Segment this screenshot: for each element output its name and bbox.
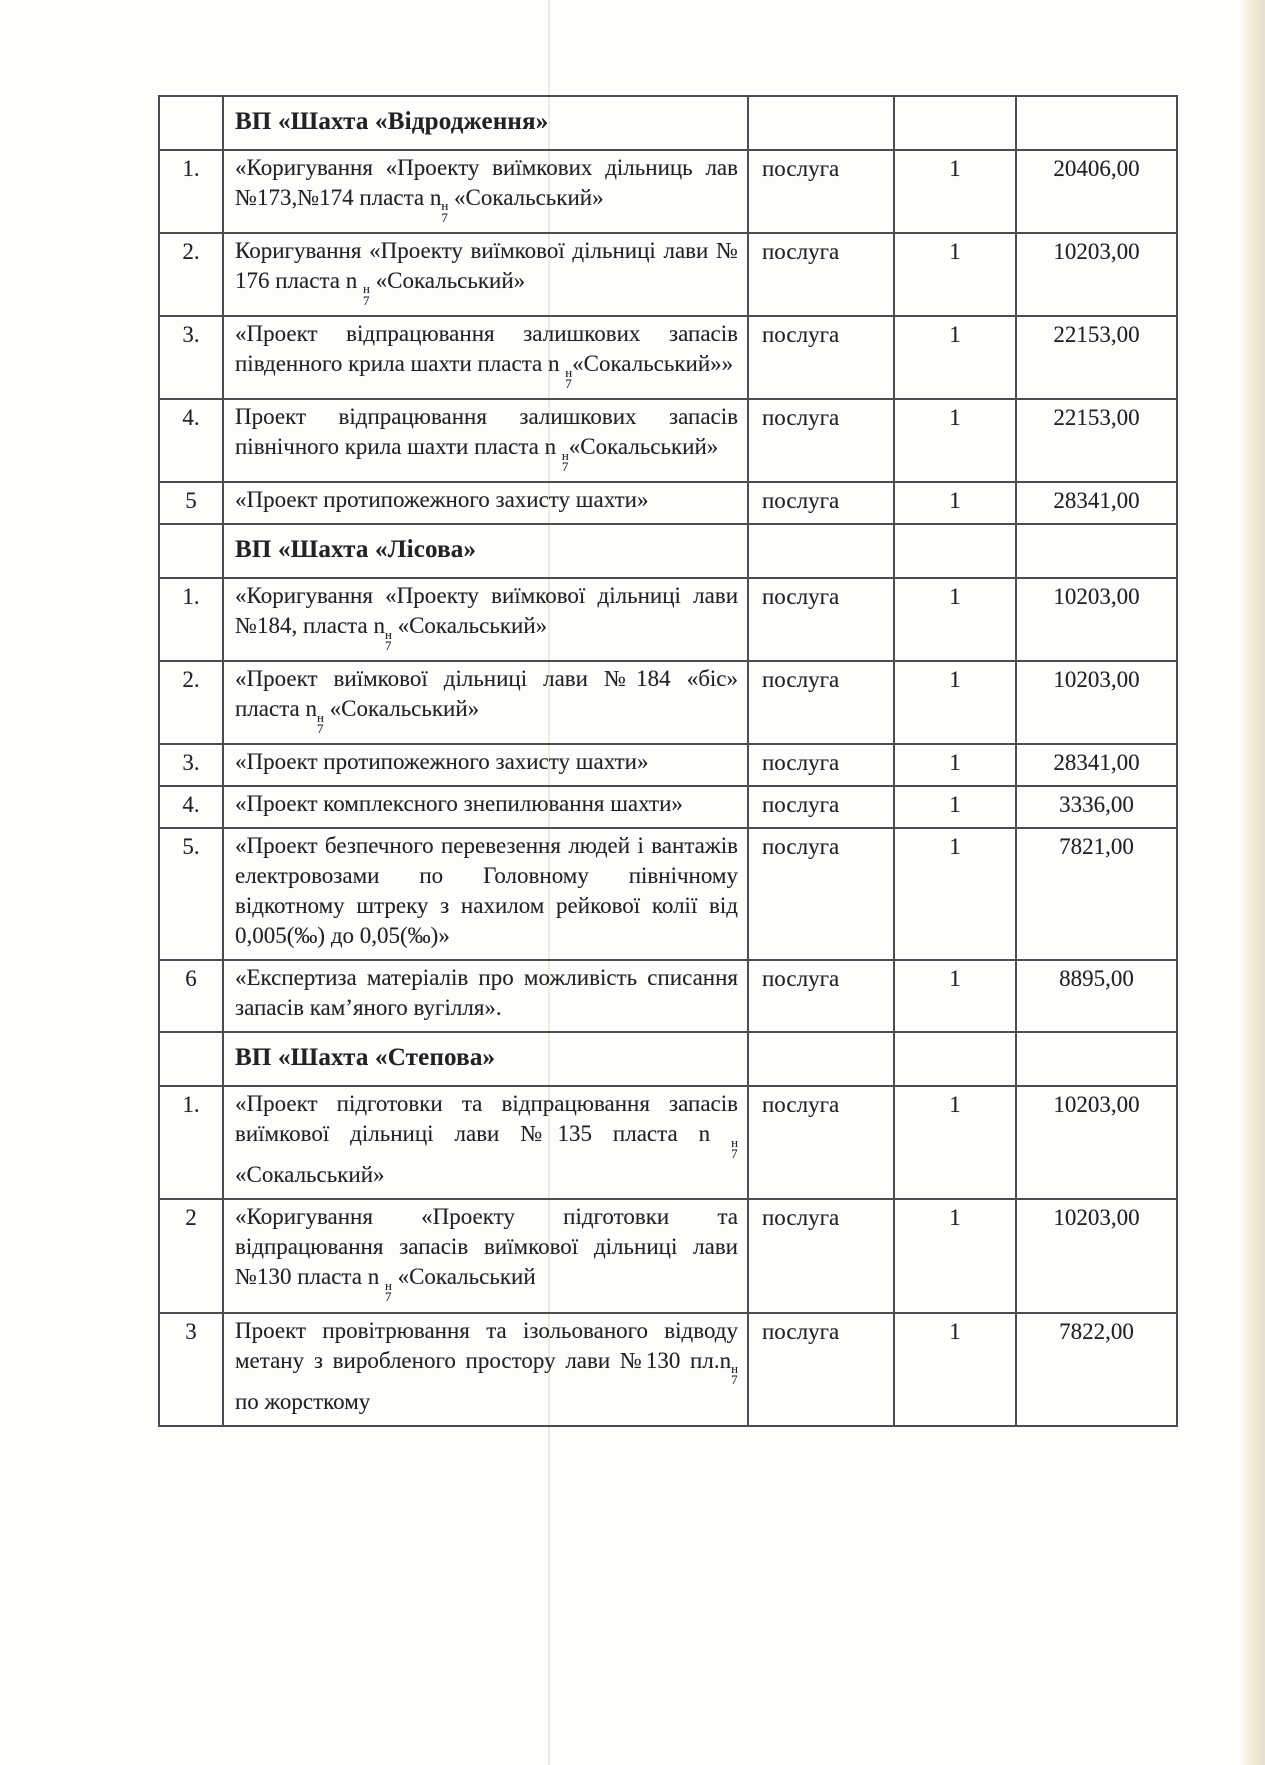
unit-cell: послуга	[748, 482, 894, 524]
description-cell: «Проект безпечного перевезення людей і вантажів електровозами по Головному північному відкотному штреку з нахилом рейкової колії від 0,005(‰) до 0,05(‰)»	[223, 828, 748, 960]
section-header-row	[159, 1032, 1177, 1086]
description-cell: Проект відпрацювання залишкових запасів північного крила шахти пласта n н 7 «Сокальський»	[223, 399, 748, 482]
table-row	[159, 1199, 1177, 1312]
quantity-cell: 1	[894, 828, 1016, 960]
description-cell: «Проект комплексного знепилювання шахти»	[223, 786, 748, 828]
quantity-cell: 1	[894, 482, 1016, 524]
seam-index-notation: н 7	[317, 710, 324, 737]
services-table-body	[159, 96, 1177, 1426]
row-number-cell	[159, 524, 223, 578]
description-cell: «Проект протипожежного захисту шахти»	[223, 482, 748, 524]
description-cell: «Коригування «Проекту підготовки та відпрацювання запасів виїмкової дільниці лави №130 пласта n н 7 «Сокальський	[223, 1199, 748, 1312]
price-cell	[1016, 524, 1177, 578]
section-title: ВП «Шахта «Відродження»	[223, 96, 748, 150]
section-header-row	[159, 96, 1177, 150]
description-cell: Коригування «Проекту виїмкової дільниці лави № 176 пласта n н 7 «Сокальський»	[223, 233, 748, 316]
quantity-cell: 1	[894, 233, 1016, 316]
row-number-cell: 3.	[159, 744, 223, 786]
quantity-cell: 1	[894, 1313, 1016, 1426]
price-cell: 7821,00	[1016, 828, 1177, 960]
quantity-cell: 1	[894, 744, 1016, 786]
table-row	[159, 828, 1177, 960]
table-row	[159, 482, 1177, 524]
price-cell: 28341,00	[1016, 744, 1177, 786]
table-row	[159, 661, 1177, 744]
price-cell: 10203,00	[1016, 233, 1177, 316]
seam-index-notation: н 7	[363, 282, 370, 308]
quantity-cell: 1	[894, 1086, 1016, 1199]
price-cell: 3336,00	[1016, 786, 1177, 828]
unit-cell: послуга	[748, 661, 894, 744]
scanner-edge-strip	[1239, 0, 1265, 1765]
row-number-cell: 2	[159, 1199, 223, 1312]
price-cell: 7822,00	[1016, 1313, 1177, 1426]
description-cell: «Коригування «Проекту виїмкової дільниці лави №184, пласта n н 7 «Сокальський»	[223, 578, 748, 661]
table-row	[159, 316, 1177, 399]
seam-index-notation: н 7	[561, 448, 569, 474]
unit-cell	[748, 524, 894, 578]
price-cell: 8895,00	[1016, 960, 1177, 1032]
unit-cell: послуга	[748, 1313, 894, 1426]
quantity-cell: 1	[894, 578, 1016, 661]
description-cell: «Експертиза матеріалів про можливість списання запасів кам’яного вугілля».	[223, 960, 748, 1032]
services-table	[158, 95, 1178, 1427]
row-number-cell	[159, 1032, 223, 1086]
row-number-cell: 6	[159, 960, 223, 1032]
seam-index-notation: н 7	[384, 627, 392, 653]
quantity-cell: 1	[894, 786, 1016, 828]
seam-index-notation: н 7	[441, 199, 449, 225]
table-row	[159, 744, 1177, 786]
row-number-cell: 2.	[159, 661, 223, 744]
row-number-cell: 3.	[159, 316, 223, 399]
quantity-cell: 1	[894, 150, 1016, 233]
quantity-cell: 1	[894, 661, 1016, 744]
seam-index-notation: н 7	[384, 1278, 392, 1305]
description-cell: «Коригування «Проекту виїмкових дільниць лав №173,№174 пласта n н 7 «Сокальський»	[223, 150, 748, 233]
price-cell: 20406,00	[1016, 150, 1177, 233]
description-cell: «Проект підготовки та відпрацювання запасів виїмкової дільниці лави №135 пласта n н 7 «Сокальський»	[223, 1086, 748, 1199]
price-cell	[1016, 1032, 1177, 1086]
seam-index-notation: н 7	[731, 1361, 738, 1388]
row-number-cell	[159, 96, 223, 150]
table-row	[159, 233, 1177, 316]
table-row	[159, 1086, 1177, 1199]
quantity-cell	[894, 96, 1016, 150]
price-cell: 10203,00	[1016, 1199, 1177, 1312]
row-number-cell: 1.	[159, 1086, 223, 1199]
table-row	[159, 150, 1177, 233]
unit-cell	[748, 96, 894, 150]
row-number-cell: 5.	[159, 828, 223, 960]
section-title: ВП «Шахта «Лісова»	[223, 524, 748, 578]
description-cell: «Проект протипожежного захисту шахти»	[223, 744, 748, 786]
table-row	[159, 960, 1177, 1032]
row-number-cell: 3	[159, 1313, 223, 1426]
unit-cell: послуга	[748, 399, 894, 482]
unit-cell: послуга	[748, 316, 894, 399]
table-row	[159, 399, 1177, 482]
section-title: ВП «Шахта «Степова»	[223, 1032, 748, 1086]
price-cell: 28341,00	[1016, 482, 1177, 524]
row-number-cell: 5	[159, 482, 223, 524]
quantity-cell	[894, 1032, 1016, 1086]
row-number-cell: 1.	[159, 150, 223, 233]
price-cell	[1016, 96, 1177, 150]
table-row	[159, 786, 1177, 828]
row-number-cell: 1.	[159, 578, 223, 661]
unit-cell: послуга	[748, 1086, 894, 1199]
price-cell: 10203,00	[1016, 661, 1177, 744]
unit-cell: послуга	[748, 744, 894, 786]
price-cell: 22153,00	[1016, 399, 1177, 482]
description-cell: «Проект відпрацювання залишкових запасів південного крила шахти пласта n н 7 «Сокальський»»	[223, 316, 748, 399]
price-cell: 10203,00	[1016, 578, 1177, 661]
quantity-cell: 1	[894, 316, 1016, 399]
seam-index-notation: н 7	[565, 365, 573, 391]
seam-index-notation: н 7	[731, 1135, 738, 1162]
quantity-cell	[894, 524, 1016, 578]
unit-cell: послуга	[748, 233, 894, 316]
quantity-cell: 1	[894, 1199, 1016, 1312]
unit-cell: послуга	[748, 786, 894, 828]
quantity-cell: 1	[894, 960, 1016, 1032]
section-header-row	[159, 524, 1177, 578]
row-number-cell: 4.	[159, 786, 223, 828]
unit-cell	[748, 1032, 894, 1086]
unit-cell: послуга	[748, 960, 894, 1032]
description-cell: Проект провітрювання та ізольованого відводу метану з виробленого простору лави №130 пл.n н 7 по жорсткому	[223, 1313, 748, 1426]
table-row	[159, 1313, 1177, 1426]
quantity-cell: 1	[894, 399, 1016, 482]
price-cell: 22153,00	[1016, 316, 1177, 399]
unit-cell: послуга	[748, 828, 894, 960]
price-cell: 10203,00	[1016, 1086, 1177, 1199]
unit-cell: послуга	[748, 1199, 894, 1312]
row-number-cell: 2.	[159, 233, 223, 316]
description-cell: «Проект виїмкової дільниці лави №184 «біс» пласта n н 7 «Сокальський»	[223, 661, 748, 744]
table-row	[159, 578, 1177, 661]
row-number-cell: 4.	[159, 399, 223, 482]
unit-cell: послуга	[748, 578, 894, 661]
unit-cell: послуга	[748, 150, 894, 233]
